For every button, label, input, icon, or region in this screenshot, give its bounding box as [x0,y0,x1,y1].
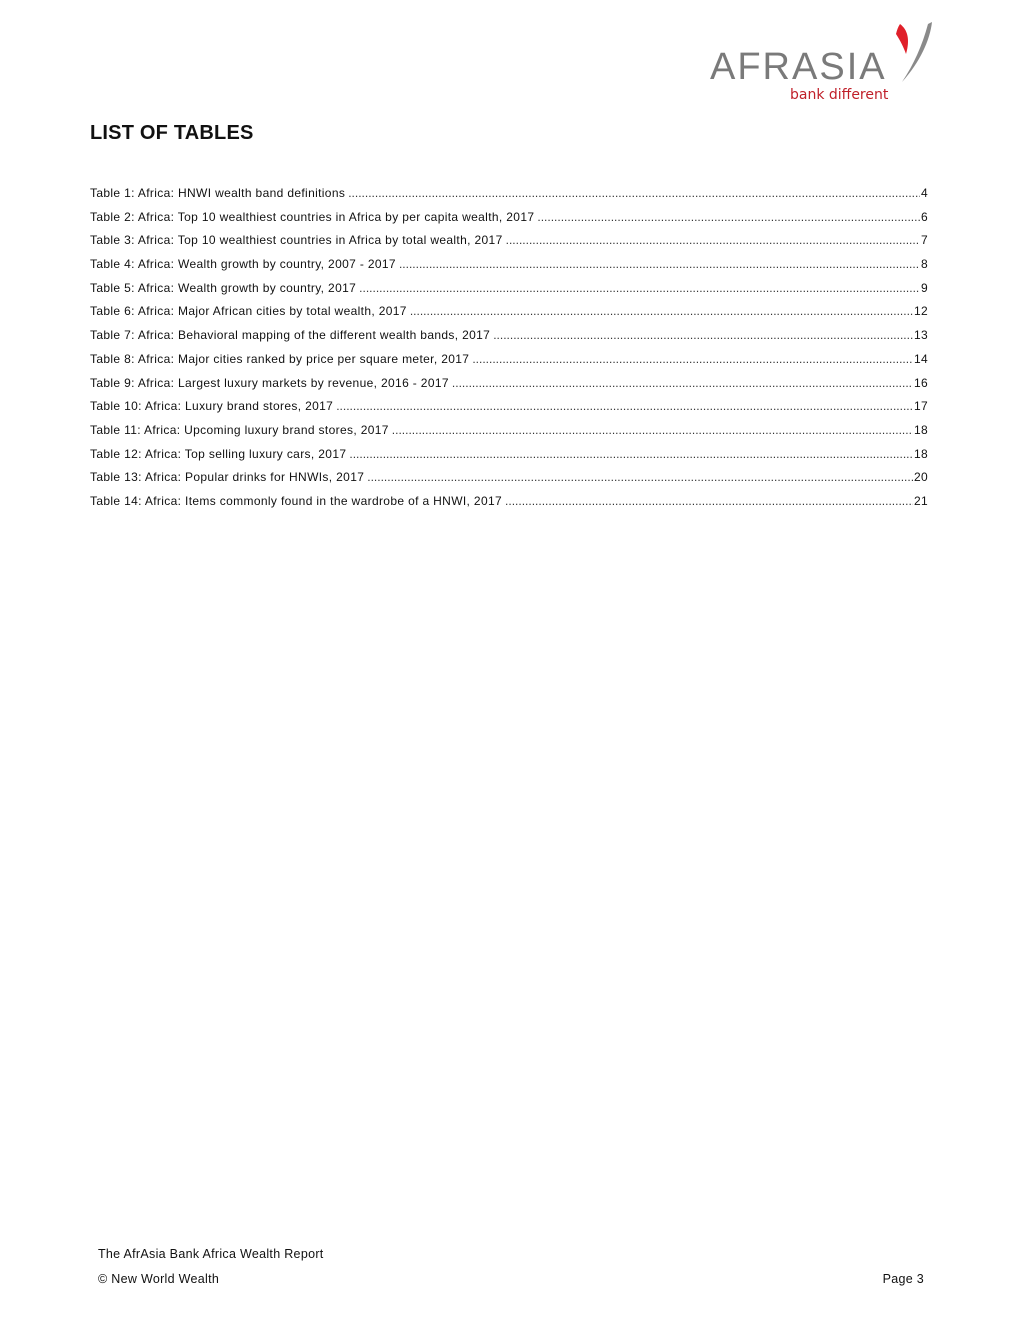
page-title: LIST OF TABLES [90,122,254,144]
toc-dot-leader [537,210,920,224]
toc-entry-page-number[interactable]: 16 [913,375,928,390]
toc-dot-leader [367,470,913,484]
afrasia-logo [708,18,938,108]
toc-entry-label[interactable]: Table 9: Africa: Largest luxury markets by revenue, 2016 - 2017 [90,375,449,390]
footer-report-title: The AfrAsia Bank Africa Wealth Report [98,1247,324,1261]
toc-entry[interactable] [90,447,928,471]
toc-dot-leader [349,447,913,461]
toc-entry-label[interactable]: Table 6: Africa: Major African cities by total wealth, 2017 [90,304,407,319]
toc-entry-page-number[interactable]: 20 [913,470,928,485]
toc-entry[interactable] [90,399,928,423]
toc-entry-label[interactable]: Table 14: Africa: Items commonly found in the wardrobe of a HNWI, 2017 [90,493,503,508]
toc-dot-leader [505,494,913,508]
footer-copyright: © New World Wealth [98,1272,220,1286]
toc-entry[interactable] [90,328,928,352]
toc-entry-page-number[interactable]: 21 [913,493,928,508]
footer-page-number: Page 3 [882,1272,924,1286]
toc-dot-leader [348,186,920,200]
toc-entry-label[interactable]: Table 12: Africa: Top selling luxury cars, 2017 [90,446,347,461]
logo-tagline: bank different [790,87,889,103]
toc-entry[interactable] [90,470,928,494]
toc-dot-leader [399,257,920,271]
toc-entry[interactable] [90,257,928,281]
toc-entry-label[interactable]: Table 7: Africa: Behavioral mapping of the different wealth bands, 2017 [90,328,491,343]
toc-entry[interactable] [90,304,928,328]
toc-entry-label[interactable]: Table 4: Africa: Wealth growth by country, 2007 - 2017 [90,257,396,272]
toc-entry-label[interactable]: Table 5: Africa: Wealth growth by country, 2017 [90,280,357,295]
toc-entry-label[interactable]: Table 11: Africa: Upcoming luxury brand stores, 2017 [90,422,389,437]
toc-dot-leader [472,352,913,366]
toc-entry-label[interactable]: Table 1: Africa: HNWI wealth band definitions [90,186,346,200]
toc-entry-label[interactable]: Table 2: Africa: Top 10 wealthiest countries in Africa by per capita wealth, 2017 [90,209,535,224]
toc-entry-page-number[interactable]: 13 [913,328,928,343]
toc-entry-page-number[interactable]: 4 [920,186,928,200]
toc-entry[interactable] [90,281,928,305]
toc-entry[interactable] [90,352,928,376]
toc-dot-leader [359,281,920,295]
logo-wordmark: AFRASIA [710,46,887,88]
toc-entry[interactable] [90,186,928,210]
toc-dot-leader [392,423,913,437]
toc-entry-page-number[interactable]: 18 [913,422,928,437]
toc-entry[interactable] [90,376,928,400]
list-of-tables [90,186,928,518]
toc-entry-label[interactable]: Table 3: Africa: Top 10 wealthiest countries in Africa by total wealth, 2017 [90,233,503,248]
toc-entry-page-number[interactable]: 9 [920,280,928,295]
toc-dot-leader [336,399,913,413]
toc-entry[interactable] [90,423,928,447]
toc-entry-page-number[interactable]: 8 [920,257,928,272]
toc-entry[interactable] [90,210,928,234]
toc-entry-label[interactable]: Table 8: Africa: Major cities ranked by price per square meter, 2017 [90,351,470,366]
toc-entry-page-number[interactable]: 17 [913,399,928,414]
toc-entry-page-number[interactable]: 7 [920,233,928,248]
toc-dot-leader [506,233,920,247]
toc-dot-leader [410,304,913,318]
toc-entry-page-number[interactable]: 18 [913,446,928,461]
toc-dot-leader [452,376,913,390]
toc-entry-label[interactable]: Table 13: Africa: Popular drinks for HNWIs, 2017 [90,470,365,485]
toc-dot-leader [493,328,913,342]
toc-entry[interactable] [90,233,928,257]
logo-swoosh-icon [884,18,936,88]
toc-entry-label[interactable]: Table 10: Africa: Luxury brand stores, 2017 [90,399,334,414]
toc-entry-page-number[interactable]: 12 [913,304,928,319]
toc-entry-page-number[interactable]: 14 [913,351,928,366]
toc-entry[interactable] [90,494,928,518]
toc-entry-page-number[interactable]: 6 [920,209,928,224]
